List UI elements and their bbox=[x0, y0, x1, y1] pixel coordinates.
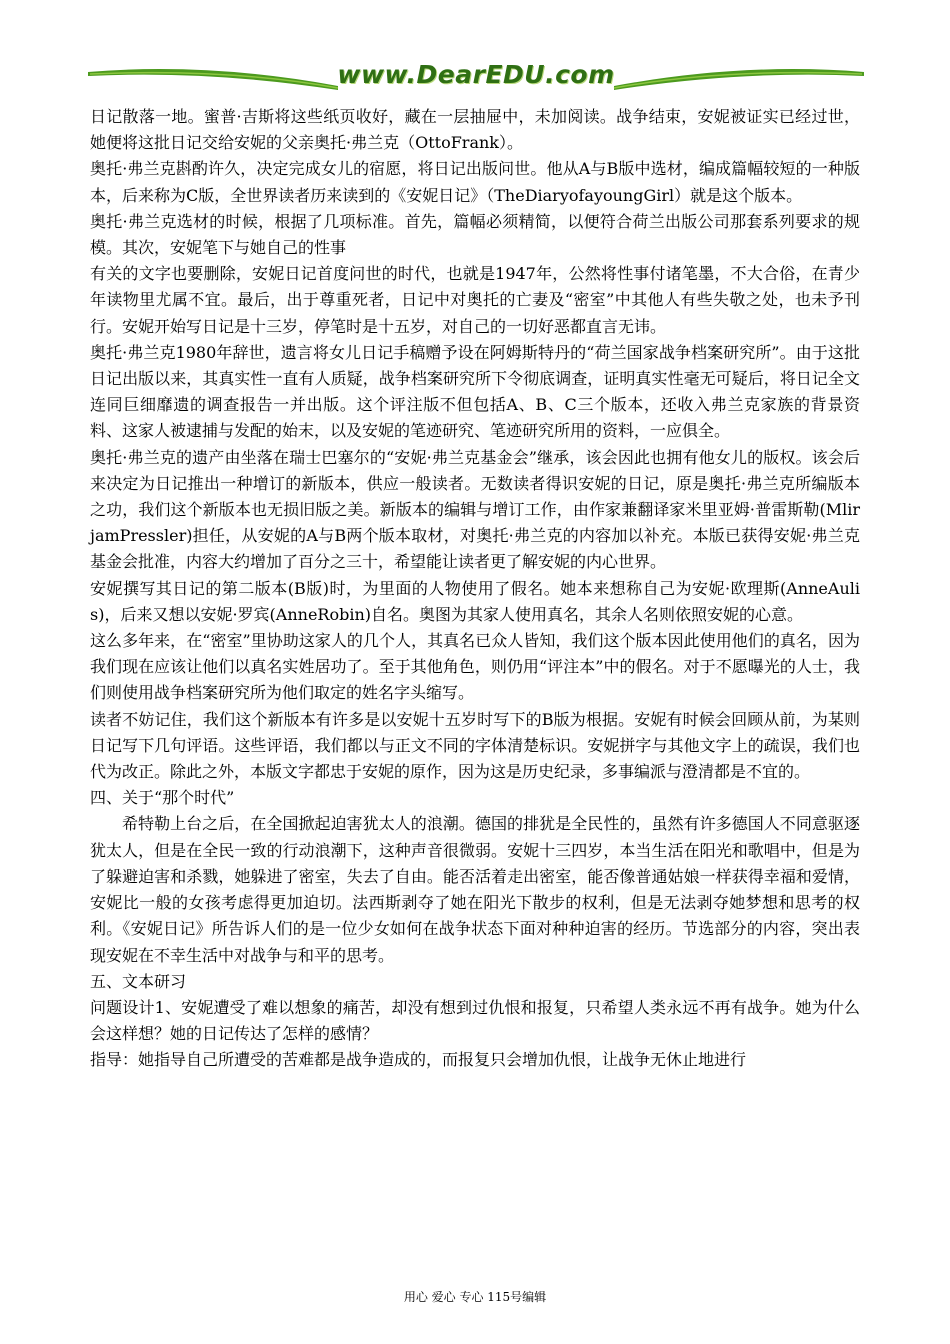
section-heading: 五、文本研习 bbox=[90, 971, 187, 991]
paragraph: 有关的文字也要删除，安妮日记首度问世的时代，也就是1947年，公然将性事付诸笔墨，不大合俗，在青少年读物里尤属不宜。最后，出于尊重死者，日记中对奥托的亡妻及“密室”中其他人有些失敬之处，也未予刊行。安妮开始写日记是十三岁，停笔时是十五岁，对自己的一切好恶都直言无讳。 bbox=[90, 264, 860, 336]
paragraph: 奥托·弗兰克斟酌许久，决定完成女儿的宿愿，将日记出版问世。他从A与B版中选材，编成篇幅较短的一种版本，后来称为C版，全世界读者历来读到的《安妮日记》（TheDiaryofayoungGirl）就是这个版本。 bbox=[90, 159, 860, 205]
paragraph: 奥托·弗兰克选材的时候，根据了几项标准。首先，篇幅必须精简，以便符合荷兰出版公司那套系列要求的规模。其次，安妮笔下与她自己的性事 bbox=[90, 211, 860, 258]
site-logo-text: www.DearEDU.com bbox=[337, 60, 615, 89]
paragraph: 指导：她指导自己所遭受的苦难都是战争造成的，而报复只会增加仇恨，让战争无休止地进行 bbox=[90, 1050, 747, 1070]
page-footer: 用心 爱心 专心 115号编辑 bbox=[403, 1290, 547, 1304]
paragraph: 安妮撰写其日记的第二版本(B版)时，为里面的人物使用了假名。她本来想称自己为安妮·欧理斯(AnneAulis)，后来又想以安妮·罗宾(AnneRobin)自名。奥图为其家人使用真名，其余人名则依照安妮的心意。 bbox=[90, 578, 860, 624]
section-heading: 四、关于“那个时代” bbox=[90, 788, 235, 808]
paragraph: 希特勒上台之后，在全国掀起迫害犹太人的浪潮。德国的排犹是全民性的，虽然有许多德国人不同意驱逐犹太人，但是在全民一致的行动浪潮下，这种声音很微弱。安妮十三四岁，本当生活在阳光和歌唱中，但是为了躲避迫害和杀戮，她躲进了密室，失去了自由。能否活着走出密室，能否像普通姑娘一样获得幸福和爱情，安妮比一般的女孩考虑得更加迫切。法西斯剥夺了她在阳光下散步的权利，但是无法剥夺她梦想和思考的权利。《安妮日记》所告诉人们的是一位少女如何在战争状态下面对种种迫害的经历。节选部分的内容，突出表现安妮在不幸生活中对战争与和平的思考。 bbox=[90, 814, 860, 965]
paragraph: 奥托·弗兰克的遗产由坐落在瑞士巴塞尔的“安妮·弗兰克基金会”继承，该会因此也拥有他女儿的版权。该会后来决定为日记推出一种增订的新版本，供应一般读者。无数读者得识安妮的日记，原是奥托·弗兰克所编版本之功，我们这个新版本也无损旧版之美。新版本的编辑与增订工作，由作家兼翻译家米里亚姆·普雷斯勒(MlirjamPressler)担任，从安妮的A与B两个版本取材，对奥托·弗兰克的内容加以补充。本版已获得安妮·弗兰克基金会批准，内容大约增加了百分之三十，希望能让读者更了解安妮的内心世界。 bbox=[90, 447, 860, 572]
document-body bbox=[90, 104, 860, 1074]
paragraph: 问题设计1、安妮遭受了难以想象的痛苦，却没有想到过仇恨和报复，只希望人类永远不再有战争。她为什么会这样想？她的日记传达了怎样的感情？ bbox=[90, 997, 860, 1044]
paragraph: 奥托·弗兰克1980年辞世，遗言将女儿日记手稿赠予设在阿姆斯特丹的“荷兰国家战争档案研究所”。由于这批日记出版以来，其真实性一直有人质疑，战争档案研究所下令彻底调查，证明真实性毫无可疑后，将日记全文连同巨细靡遗的调查报告一并出版。这个评注版不但包括A、B、C三个版本，还收入弗兰克家族的背景资料、这家人被逮捕与发配的始末，以及安妮的笔迹研究、笔迹研究所用的资料，一应俱全。 bbox=[90, 342, 860, 441]
site-header bbox=[88, 58, 864, 100]
paragraph: 读者不妨记住，我们这个新版本有许多是以安妮十五岁时写下的B版为根据。安妮有时候会回顾从前，为某则日记写下几句评语。这些评语，我们都以与正文不同的字体清楚标识。安妮拼字与其他文字上的疏误，我们也代为改正。除此之外，本版文字都忠于安妮的原作，因为这是历史纪录，多事编派与澄清都是不宜的。 bbox=[90, 709, 860, 782]
paragraph: 日记散落一地。蜜普·吉斯将这些纸页收好，藏在一层抽屉中，未加阅读。战争结束，安妮被证实已经过世，她便将这批日记交给安妮的父亲奥托·弗兰克（OttoFrank）。 bbox=[90, 107, 860, 153]
paragraph: 这么多年来，在“密室”里协助这家人的几个人，其真名已众人皆知，我们这个版本因此使用他们的真名，因为我们现在应该让他们以真名实姓居功了。至于其他角色，则仍用“评注本”中的假名。对于不愿曝光的人士，我们则使用战争档案研究所为他们取定的姓名字头缩写。 bbox=[90, 631, 860, 703]
